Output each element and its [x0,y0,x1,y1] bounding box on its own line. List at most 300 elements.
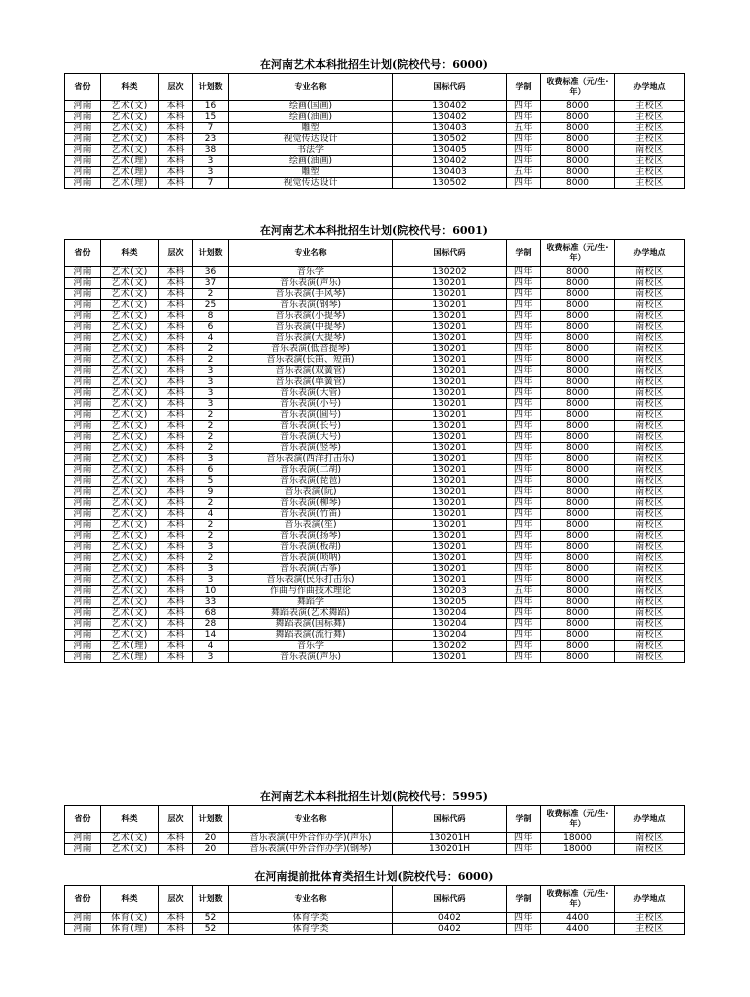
table-row [65,311,685,322]
campus-cell: 主校区 [615,101,685,112]
tuition-cell: 8000 [541,520,615,531]
table-row [65,586,685,597]
national-code-cell: 130201 [393,410,507,421]
campus-cell: 南校区 [615,476,685,487]
plan-count-cell: 3 [193,454,229,465]
col-category-header: 科类 [101,886,159,913]
tuition-cell: 8000 [541,553,615,564]
tuition-cell: 8000 [541,355,615,366]
national-code-cell: 130201 [393,289,507,300]
major-name-cell: 音乐表演(板胡) [229,542,393,553]
table-row [65,553,685,564]
campus-cell: 主校区 [615,178,685,189]
header-row [65,806,685,833]
plan-count-cell: 2 [193,421,229,432]
col-major-name-header: 专业名称 [229,806,393,833]
campus-cell: 南校区 [615,619,685,630]
duration-cell: 四年 [507,311,541,322]
plan-count-cell: 5 [193,476,229,487]
level-cell: 本科 [159,101,193,112]
province-cell: 河南 [65,553,101,564]
plan-count-cell: 9 [193,487,229,498]
col-national-code-header: 国标代码 [393,240,507,267]
level-cell: 本科 [159,167,193,178]
national-code-cell: 130201 [393,388,507,399]
level-cell: 本科 [159,520,193,531]
campus-cell: 南校区 [615,487,685,498]
duration-cell: 四年 [507,498,541,509]
major-name-cell: 书法学 [229,145,393,156]
category-cell: 艺术(理) [101,167,159,178]
tuition-cell: 8000 [541,311,615,322]
category-cell: 艺术(文) [101,101,159,112]
level-cell: 本科 [159,833,193,844]
plan-count-cell: 7 [193,178,229,189]
level-cell: 本科 [159,333,193,344]
table-row [65,366,685,377]
category-cell: 艺术(文) [101,377,159,388]
duration-cell: 四年 [507,421,541,432]
level-cell: 本科 [159,454,193,465]
table-row [65,498,685,509]
major-name-cell: 视觉传达设计 [229,178,393,189]
province-cell: 河南 [65,101,101,112]
national-code-cell: 130201 [393,509,507,520]
national-code-cell: 130201 [393,366,507,377]
province-cell: 河南 [65,476,101,487]
province-cell: 河南 [65,112,101,123]
national-code-cell: 130205 [393,597,507,608]
province-cell: 河南 [65,597,101,608]
province-cell: 河南 [65,487,101,498]
category-cell: 艺术(文) [101,509,159,520]
level-cell: 本科 [159,145,193,156]
level-cell: 本科 [159,289,193,300]
tuition-cell: 8000 [541,652,615,663]
header-row [65,886,685,913]
duration-cell: 四年 [507,289,541,300]
province-cell: 河南 [65,289,101,300]
major-name-cell: 音乐表演(中提琴) [229,322,393,333]
major-name-cell: 音乐表演(大提琴) [229,333,393,344]
col-duration-header: 学制 [507,74,541,101]
province-cell: 河南 [65,608,101,619]
category-cell: 艺术(文) [101,564,159,575]
tuition-cell: 8000 [541,267,615,278]
province-cell: 河南 [65,156,101,167]
national-code-cell: 130201H [393,833,507,844]
plan-count-cell: 3 [193,156,229,167]
duration-cell: 四年 [507,410,541,421]
duration-cell: 五年 [507,167,541,178]
duration-cell: 四年 [507,553,541,564]
province-cell: 河南 [65,465,101,476]
plan-count-cell: 3 [193,167,229,178]
major-name-cell: 音乐表演(声乐) [229,278,393,289]
table-row [65,575,685,586]
col-province-header: 省份 [65,240,101,267]
duration-cell: 四年 [507,134,541,145]
tuition-cell: 8000 [541,465,615,476]
major-name-cell: 音乐表演(琵琶) [229,476,393,487]
campus-cell: 南校区 [615,542,685,553]
duration-cell: 四年 [507,388,541,399]
col-campus-header: 办学地点 [615,886,685,913]
level-cell: 本科 [159,123,193,134]
tuition-cell: 8000 [541,278,615,289]
province-cell: 河南 [65,355,101,366]
category-cell: 艺术(理) [101,652,159,663]
province-cell: 河南 [65,575,101,586]
campus-cell: 南校区 [615,454,685,465]
category-cell: 艺术(文) [101,575,159,586]
col-plan-count-header: 计划数 [193,74,229,101]
province-cell: 河南 [65,322,101,333]
col-category-header: 科类 [101,240,159,267]
tuition-cell: 8000 [541,167,615,178]
tuition-cell: 8000 [541,333,615,344]
national-code-cell: 130201 [393,652,507,663]
level-cell: 本科 [159,322,193,333]
major-name-cell: 音乐表演(单簧管) [229,377,393,388]
duration-cell: 四年 [507,924,541,935]
col-level-header: 层次 [159,806,193,833]
tuition-cell: 8000 [541,531,615,542]
col-major-name-header: 专业名称 [229,240,393,267]
table-row [65,322,685,333]
level-cell: 本科 [159,913,193,924]
level-cell: 本科 [159,300,193,311]
duration-cell: 四年 [507,267,541,278]
major-name-cell: 舞蹈学 [229,597,393,608]
category-cell: 艺术(文) [101,630,159,641]
national-code-cell: 130201 [393,542,507,553]
col-tuition-header: 收费标准（元/生·年） [541,240,615,267]
category-cell: 艺术(理) [101,641,159,652]
plan-count-cell: 3 [193,542,229,553]
duration-cell: 四年 [507,913,541,924]
level-cell: 本科 [159,597,193,608]
province-cell: 河南 [65,134,101,145]
level-cell: 本科 [159,432,193,443]
major-name-cell: 音乐表演(扬琴) [229,531,393,542]
tuition-cell: 18000 [541,833,615,844]
table-row [65,465,685,476]
category-cell: 艺术(文) [101,289,159,300]
category-cell: 艺术(文) [101,278,159,289]
table-row [65,388,685,399]
campus-cell: 南校区 [615,652,685,663]
duration-cell: 四年 [507,608,541,619]
national-code-cell: 130502 [393,178,507,189]
tuition-cell: 8000 [541,366,615,377]
level-cell: 本科 [159,344,193,355]
national-code-cell: 130201 [393,575,507,586]
plan-count-cell: 10 [193,586,229,597]
duration-cell: 四年 [507,443,541,454]
table-row [65,333,685,344]
plan-count-cell: 3 [193,564,229,575]
major-name-cell: 音乐表演(大管) [229,388,393,399]
campus-cell: 南校区 [615,553,685,564]
level-cell: 本科 [159,564,193,575]
plan-table-4 [64,885,685,935]
duration-cell: 四年 [507,300,541,311]
national-code-cell: 130201 [393,443,507,454]
level-cell: 本科 [159,355,193,366]
campus-cell: 南校区 [615,465,685,476]
duration-cell: 四年 [507,487,541,498]
col-level-header: 层次 [159,886,193,913]
duration-cell: 四年 [507,509,541,520]
national-code-cell: 130201 [393,432,507,443]
plan-count-cell: 14 [193,630,229,641]
level-cell: 本科 [159,443,193,454]
table-row [65,101,685,112]
major-name-cell: 音乐表演(竖琴) [229,443,393,454]
campus-cell: 南校区 [615,844,685,855]
major-name-cell: 音乐表演(长号) [229,421,393,432]
level-cell: 本科 [159,399,193,410]
province-cell: 河南 [65,145,101,156]
table-row [65,123,685,134]
level-cell: 本科 [159,924,193,935]
campus-cell: 南校区 [615,289,685,300]
tuition-cell: 8000 [541,399,615,410]
national-code-cell: 130201 [393,476,507,487]
tuition-cell: 8000 [541,476,615,487]
province-cell: 河南 [65,520,101,531]
level-cell: 本科 [159,542,193,553]
duration-cell: 五年 [507,586,541,597]
national-code-cell: 130201 [393,498,507,509]
plan-count-cell: 4 [193,509,229,520]
category-cell: 体育(理) [101,924,159,935]
category-cell: 艺术(文) [101,432,159,443]
campus-cell: 南校区 [615,833,685,844]
level-cell: 本科 [159,476,193,487]
duration-cell: 四年 [507,156,541,167]
tuition-cell: 8000 [541,377,615,388]
plan-count-cell: 3 [193,399,229,410]
table-row [65,913,685,924]
national-code-cell: 130201 [393,344,507,355]
tuition-cell: 8000 [541,289,615,300]
province-cell: 河南 [65,641,101,652]
major-name-cell: 舞蹈表演(艺术舞蹈) [229,608,393,619]
tuition-cell: 8000 [541,101,615,112]
national-code-cell: 130201 [393,520,507,531]
category-cell: 艺术(文) [101,355,159,366]
table-row [65,531,685,542]
level-cell: 本科 [159,311,193,322]
level-cell: 本科 [159,388,193,399]
plan-count-cell: 20 [193,844,229,855]
national-code-cell: 130403 [393,167,507,178]
level-cell: 本科 [159,465,193,476]
major-name-cell: 音乐学 [229,641,393,652]
category-cell: 艺术(文) [101,123,159,134]
col-tuition-header: 收费标准（元/生·年） [541,886,615,913]
table-row [65,443,685,454]
duration-cell: 四年 [507,377,541,388]
campus-cell: 主校区 [615,156,685,167]
national-code-cell: 130203 [393,586,507,597]
tuition-cell: 4400 [541,913,615,924]
level-cell: 本科 [159,487,193,498]
table-row [65,564,685,575]
duration-cell: 四年 [507,542,541,553]
category-cell: 艺术(文) [101,553,159,564]
major-name-cell: 音乐表演(中外合作办学)(钢琴) [229,844,393,855]
category-cell: 艺术(文) [101,410,159,421]
duration-cell: 四年 [507,355,541,366]
major-name-cell: 音乐表演(小号) [229,399,393,410]
national-code-cell: 130201 [393,333,507,344]
col-category-header: 科类 [101,806,159,833]
plan-count-cell: 3 [193,575,229,586]
major-name-cell: 雕塑 [229,167,393,178]
table-row [65,300,685,311]
duration-cell: 四年 [507,630,541,641]
category-cell: 艺术(文) [101,134,159,145]
level-cell: 本科 [159,178,193,189]
level-cell: 本科 [159,641,193,652]
plan-count-cell: 2 [193,355,229,366]
level-cell: 本科 [159,366,193,377]
col-national-code-header: 国标代码 [393,886,507,913]
province-cell: 河南 [65,630,101,641]
col-national-code-header: 国标代码 [393,806,507,833]
duration-cell: 四年 [507,641,541,652]
category-cell: 艺术(文) [101,112,159,123]
plan-count-cell: 28 [193,619,229,630]
level-cell: 本科 [159,112,193,123]
category-cell: 艺术(理) [101,156,159,167]
table-row [65,520,685,531]
province-cell: 河南 [65,542,101,553]
major-name-cell: 音乐表演(圆号) [229,410,393,421]
tuition-cell: 8000 [541,300,615,311]
province-cell: 河南 [65,432,101,443]
major-name-cell: 音乐表演(古筝) [229,564,393,575]
major-name-cell: 音乐表演(手风琴) [229,289,393,300]
plan-count-cell: 16 [193,101,229,112]
province-cell: 河南 [65,311,101,322]
province-cell: 河南 [65,421,101,432]
category-cell: 艺术(文) [101,520,159,531]
province-cell: 河南 [65,844,101,855]
province-cell: 河南 [65,178,101,189]
table-row [65,630,685,641]
duration-cell: 五年 [507,123,541,134]
level-cell: 本科 [159,498,193,509]
national-code-cell: 130201 [393,487,507,498]
table-row [65,156,685,167]
major-name-cell: 音乐表演(唢呐) [229,553,393,564]
campus-cell: 南校区 [615,641,685,652]
category-cell: 艺术(文) [101,465,159,476]
duration-cell: 四年 [507,432,541,443]
tuition-cell: 8000 [541,619,615,630]
plan-count-cell: 3 [193,388,229,399]
category-cell: 艺术(文) [101,844,159,855]
category-cell: 艺术(理) [101,178,159,189]
major-name-cell: 音乐表演(二胡) [229,465,393,476]
table-row [65,619,685,630]
campus-cell: 主校区 [615,134,685,145]
plan-count-cell: 20 [193,833,229,844]
national-code-cell: 130201 [393,355,507,366]
col-level-header: 层次 [159,240,193,267]
plan-count-cell: 2 [193,410,229,421]
section-title-3: 在河南艺术本科批招生计划(院校代号：5995) [259,790,489,803]
col-tuition-header: 收费标准（元/生·年） [541,806,615,833]
table-row [65,399,685,410]
duration-cell: 四年 [507,520,541,531]
province-cell: 河南 [65,913,101,924]
level-cell: 本科 [159,134,193,145]
duration-cell: 四年 [507,575,541,586]
national-code-cell: 130201 [393,564,507,575]
level-cell: 本科 [159,267,193,278]
col-duration-header: 学制 [507,806,541,833]
campus-cell: 南校区 [615,344,685,355]
province-cell: 河南 [65,333,101,344]
plan-count-cell: 2 [193,443,229,454]
category-cell: 艺术(文) [101,388,159,399]
level-cell: 本科 [159,509,193,520]
major-name-cell: 视觉传达设计 [229,134,393,145]
plan-count-cell: 6 [193,322,229,333]
category-cell: 艺术(文) [101,454,159,465]
major-name-cell: 音乐表演(民乐打击乐) [229,575,393,586]
table-row [65,924,685,935]
major-name-cell: 音乐表演(长笛、短笛) [229,355,393,366]
col-category-header: 科类 [101,74,159,101]
national-code-cell: 130201 [393,399,507,410]
category-cell: 艺术(文) [101,322,159,333]
duration-cell: 四年 [507,454,541,465]
plan-count-cell: 2 [193,531,229,542]
campus-cell: 南校区 [615,399,685,410]
national-code-cell: 130201 [393,300,507,311]
campus-cell: 南校区 [615,366,685,377]
category-cell: 艺术(文) [101,531,159,542]
duration-cell: 四年 [507,278,541,289]
national-code-cell: 130202 [393,267,507,278]
col-major-name-header: 专业名称 [229,886,393,913]
table-row [65,597,685,608]
category-cell: 艺术(文) [101,311,159,322]
table-row [65,542,685,553]
duration-cell: 四年 [507,101,541,112]
plan-count-cell: 23 [193,134,229,145]
province-cell: 河南 [65,167,101,178]
national-code-cell: 130201 [393,553,507,564]
table-row [65,355,685,366]
table-row [65,454,685,465]
level-cell: 本科 [159,586,193,597]
major-name-cell: 绘画(油画) [229,156,393,167]
col-province-header: 省份 [65,806,101,833]
province-cell: 河南 [65,366,101,377]
duration-cell: 四年 [507,333,541,344]
campus-cell: 南校区 [615,388,685,399]
national-code-cell: 130405 [393,145,507,156]
col-province-header: 省份 [65,886,101,913]
plan-count-cell: 6 [193,465,229,476]
